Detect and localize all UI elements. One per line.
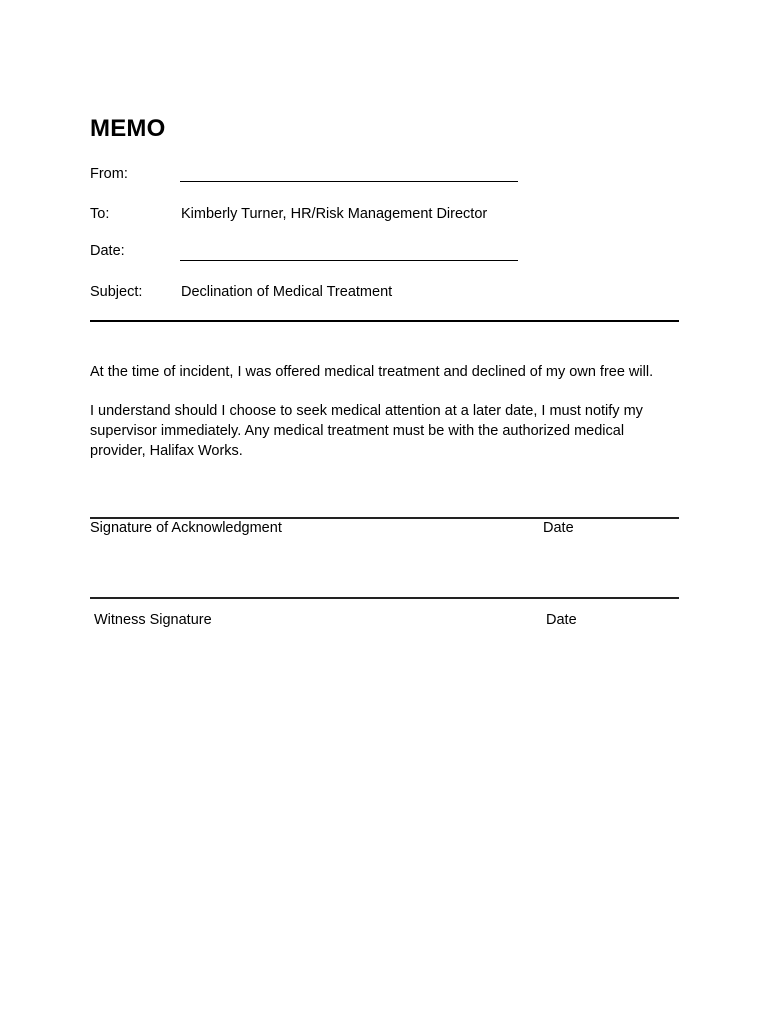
subject-label: Subject: (90, 284, 143, 300)
subject-value: Declination of Medical Treatment (181, 284, 393, 300)
from-label: From: (90, 166, 128, 182)
header-divider (90, 320, 679, 322)
body-paragraph-1: At the time of incident, I was offered medical treatment and declined of my own free will. (90, 364, 654, 380)
acknowledgment-date-label: Date (543, 520, 574, 536)
acknowledgment-signature-label: Signature of Acknowledgment (90, 520, 282, 536)
to-label: To: (90, 206, 110, 222)
date-blank-line (180, 260, 518, 261)
witness-signature-line (90, 597, 679, 599)
acknowledgment-signature-line (90, 517, 679, 519)
to-value: Kimberly Turner, HR/Risk Management Director (181, 206, 488, 222)
body-paragraph-2: I understand should I choose to seek medical attention at a later date, I must notify my supervisor immediately. Any medical treatment must be with the authorized medical provider, Halifax Works. (90, 403, 643, 459)
witness-signature-label: Witness Signature (94, 612, 212, 628)
from-blank-line (180, 181, 518, 182)
memo-title: MEMO (90, 115, 166, 142)
date-label: Date: (90, 243, 125, 259)
witness-date-label: Date (546, 612, 577, 628)
